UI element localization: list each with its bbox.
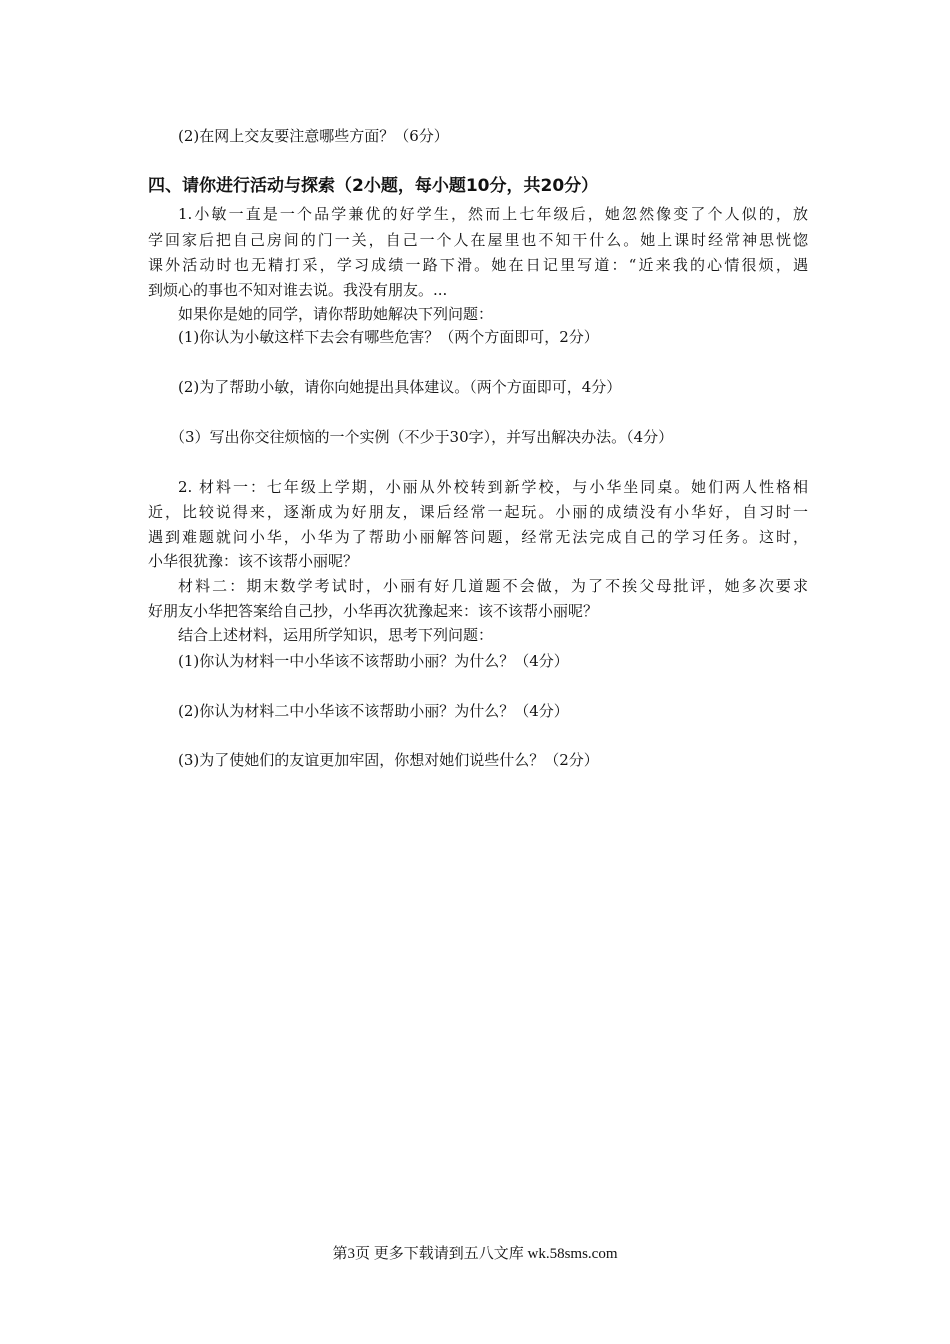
- q2-material-1-line: 遇到难题就问小华，小华为了帮助小丽解答问题，经常无法完成自己的学习任务。这时，: [148, 528, 808, 546]
- q1-paragraph-line: 1.小敏一直是一个品学兼优的好学生，然而上七年级后，她忽然像变了个人似的，放: [178, 205, 808, 223]
- q2-sub-question-1: (1)你认为材料一中小华该不该帮助小丽？为什么？（4分）: [178, 652, 569, 670]
- q2-prompt: 结合上述材料，运用所学知识，思考下列问题：: [178, 626, 494, 644]
- q2-sub-question-2: (2)你认为材料二中小华该不该帮助小丽？为什么？（4分）: [178, 702, 569, 720]
- q2-material-1-line: 近，比较说得来，逐渐成为好朋友，课后经常一起玩。小丽的成绩没有小华好，自习时一: [148, 503, 808, 521]
- q1-sub-question-3: （3）写出你交往烦恼的一个实例（不少于30字），并写出解决办法。（4分）: [170, 428, 674, 446]
- q1-sub-question-1: (1)你认为小敏这样下去会有哪些危害？（两个方面即可，2分）: [178, 328, 599, 346]
- q1-paragraph-line: 学回家后把自己房间的门一关，自己一个人在屋里也不知干什么。她上课时经常神思恍惚: [148, 231, 808, 249]
- q2-material-2-line: 材料二：期末数学考试时，小丽有好几道题不会做，为了不挨父母批评，她多次要求: [178, 577, 808, 595]
- page-footer: 第3页 更多下载请到五八文库 wk.58sms.com: [332, 1246, 618, 1262]
- q1-sub-question-2: (2)为了帮助小敏，请你向她提出具体建议。（两个方面即可，4分）: [178, 378, 622, 396]
- q1-paragraph-line: 到烦心的事也不知对谁去说。我没有朋友。...: [148, 281, 448, 299]
- q2-material-1-line: 2. 材料一：七年级上学期，小丽从外校转到新学校，与小华坐同桌。她们两人性格相: [178, 478, 808, 496]
- section-4-heading: 四、请你进行活动与探索（2小题，每小题10分，共20分）: [148, 176, 599, 196]
- q2-material-1-line: 小华很犹豫：该不该帮小丽呢？: [148, 552, 359, 570]
- q2-sub-question-3: (3)为了使她们的友谊更加牢固，你想对她们说些什么？（2分）: [178, 751, 599, 769]
- q1-paragraph-line: 课外活动时也无精打采，学习成绩一路下滑。她在日记里写道：“近来我的心情很烦，遇: [148, 256, 808, 274]
- q2-material-2-line: 好朋友小华把答案给自己抄，小华再次犹豫起来：该不该帮小丽呢？: [148, 602, 599, 620]
- question-3-part-2: (2)在网上交友要注意哪些方面？（6分）: [178, 127, 449, 145]
- q1-prompt: 如果你是她的同学，请你帮助她解决下列问题：: [178, 305, 494, 323]
